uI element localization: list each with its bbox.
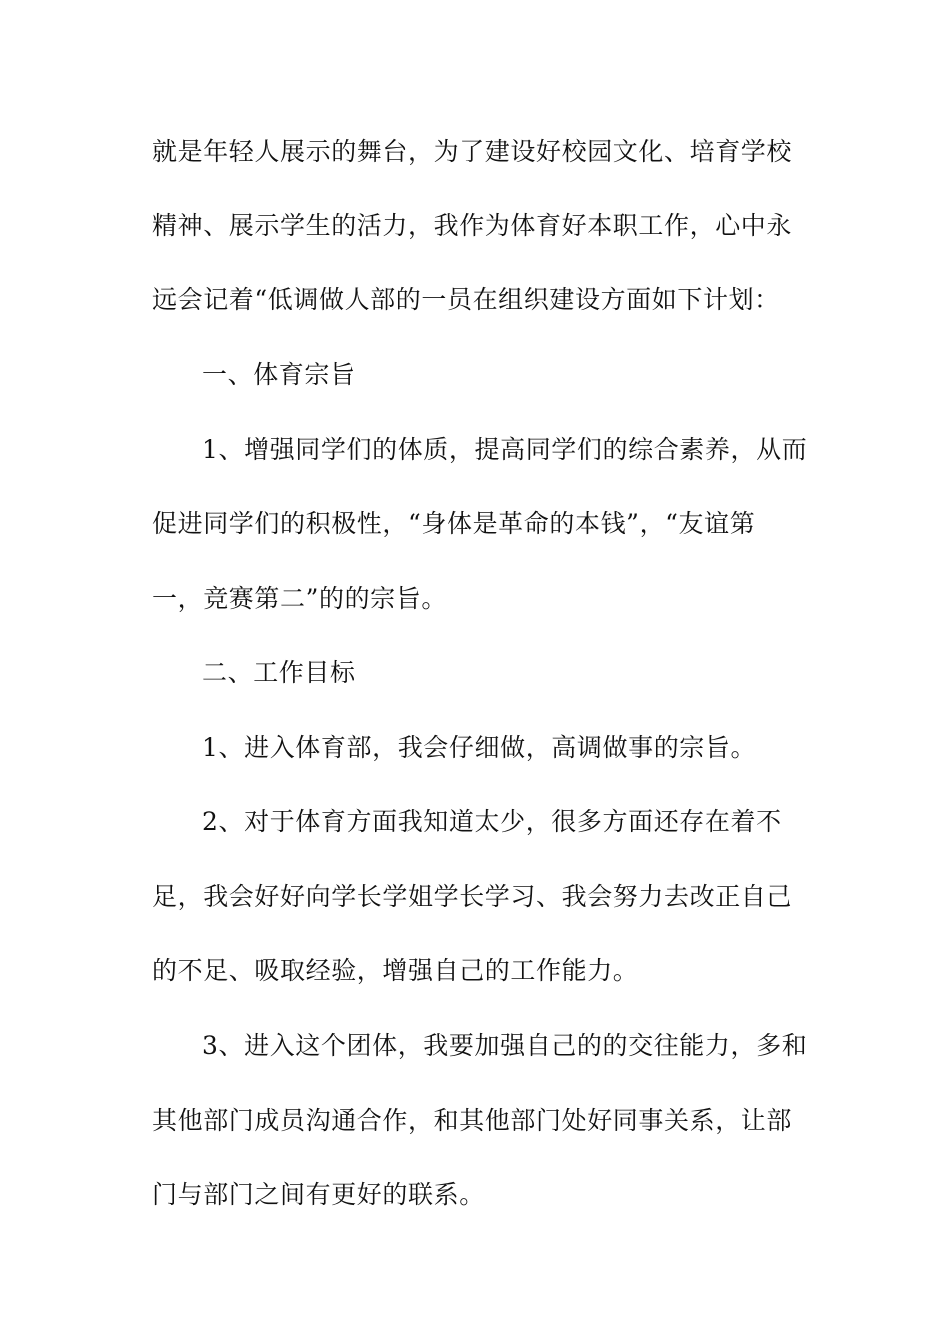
paragraph-line: 促进同学们的积极性，“身体是革命的本钱”，“友谊第 — [152, 509, 756, 538]
paragraph-line: 3、进入这个团体，我要加强自己的的交往能力，多和 — [202, 1031, 808, 1060]
paragraph-line: 1、进入体育部，我会仔细做，高调做事的宗旨。 — [202, 733, 757, 762]
section-heading: 二、工作目标 — [202, 658, 356, 687]
paragraph-line: 远会记着“低调做人部的一员在组织建设方面如下计划： — [152, 285, 780, 314]
paragraph-line: 一，竞赛第二”的的宗旨。 — [152, 584, 447, 613]
paragraph-line: 的不足、吸取经验，增强自己的工作能力。 — [152, 956, 639, 985]
paragraph-line: 就是年轻人展示的舞台，为了建设好校园文化、培育学校 — [152, 137, 793, 166]
paragraph-line: 门与部门之间有更好的联系。 — [152, 1180, 485, 1209]
section-heading: 一、体育宗旨 — [202, 360, 356, 389]
paragraph-line: 精神、展示学生的活力，我作为体育好本职工作，心中永 — [152, 211, 793, 240]
paragraph-line: 其他部门成员沟通合作，和其他部门处好同事关系，让部 — [152, 1106, 793, 1135]
paragraph-line: 足，我会好好向学长学姐学长学习、我会努力去改正自己 — [152, 882, 793, 911]
paragraph-line: 2、对于体育方面我知道太少，很多方面还存在着不 — [202, 807, 782, 836]
paragraph-line: 1、增强同学们的体质，提高同学们的综合素养，从而 — [202, 435, 808, 464]
